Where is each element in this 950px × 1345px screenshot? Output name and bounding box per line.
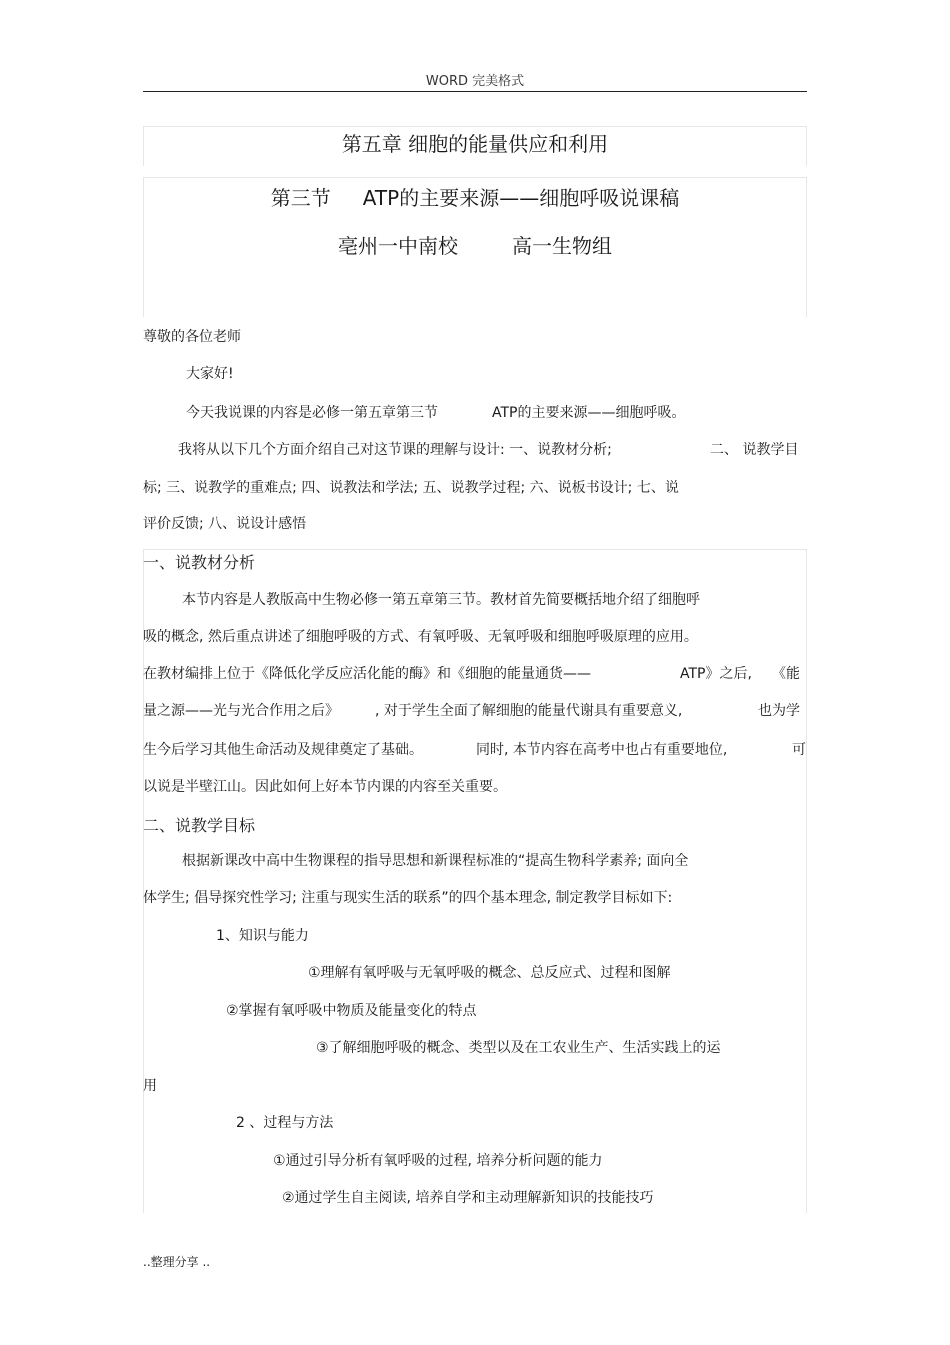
overview-line-2: 标; 三、说教学的重难点; 四、说教法和学法; 五、说教学过程; 六、说板书设计; 七、说 [143, 480, 679, 496]
sec2-line-1: 根据新课改中高中生物课程的指导思想和新课程标准的“提高生物科学素养; 面向全 [182, 853, 689, 869]
sec1-line-5b: 同时, 本节内容在高考中也占有重要地位, [476, 742, 728, 758]
overview-line-3: 评价反馈; 八、说设计感悟 [143, 516, 307, 532]
body-box-left [143, 549, 144, 1213]
sec1-line-4a: 量之源——光与光合作用之后》 [143, 703, 339, 719]
sec2-line-2: 体学生; 倡导探究性学习; 注重与现实生活的联系”的四个基本理念, 制定教学目标如下: [143, 890, 673, 906]
title-box-top [143, 126, 807, 127]
group-name: 高一生物组 [512, 234, 612, 258]
section1-heading: 一、说教材分析 [143, 553, 256, 572]
header-rule [143, 91, 807, 92]
sub-heading-knowledge: 1、知识与能力 [216, 928, 309, 944]
sec1-line-6: 以说是半壁江山。因此如何上好本节内课的内容至关重要。 [143, 779, 507, 795]
section2-heading: 二、说教学目标 [143, 816, 256, 835]
subtitle-box-top [143, 177, 807, 178]
page-header: WORD 完美格式 [425, 74, 525, 89]
section-name: ATP的主要来源——细胞呼吸说课稿 [362, 186, 680, 210]
author-line [0, 230, 950, 259]
knowledge-item-1: ①理解有氧呼吸与无氧呼吸的概念、总反应式、过程和图解 [308, 965, 671, 981]
process-item-2: ②通过学生自主阅读, 培养自学和主动理解新知识的技能技巧 [282, 1190, 654, 1206]
hello: 大家好! [186, 366, 234, 382]
overview-line-1b: 二、 说教学目 [710, 442, 799, 458]
sec1-line-4b: , 对于学生全面了解细胞的能量代谢具有重要意义, [375, 703, 683, 719]
knowledge-item-2: ②掌握有氧呼吸中物质及能量变化的特点 [226, 1003, 477, 1019]
sec1-line-5a: 生今后学习其他生命活动及规律奠定了基础。 [143, 742, 423, 758]
chapter-title: 第五章 细胞的能量供应和利用 [341, 132, 609, 156]
overview-line-1a: 我将从以下几个方面介绍自己对这节课的理解与设计: 一、说教材分析; [178, 442, 612, 458]
sec1-line-1: 本节内容是人教版高中生物必修一第五章第三节。教材首先简要概括地介绍了细胞呼 [182, 592, 700, 608]
school-name: 亳州一中南校 [338, 234, 458, 258]
sec1-line-2: 吸的概念, 然后重点讲述了细胞呼吸的方式、有氧呼吸、无氧呼吸和细胞呼吸原理的应用。 [143, 629, 698, 645]
sub-heading-process: 2 、过程与方法 [236, 1115, 334, 1131]
knowledge-item-3: ③了解细胞呼吸的概念、类型以及在工农业生产、生活实践上的运 [316, 1040, 721, 1056]
sec1-line-3b: ATP》之后, [680, 666, 752, 682]
section-title [0, 182, 950, 211]
section-number: 第三节 [270, 186, 331, 210]
today-part-a: 今天我说课的内容是必修一第五章第三节 [186, 405, 438, 421]
today-part-b: ATP的主要来源——细胞呼吸。 [492, 405, 686, 421]
sec1-line-3c: 《能 [772, 666, 800, 682]
sec1-line-4c: 也为学 [758, 703, 800, 719]
body-box-right [806, 549, 807, 1213]
page-footer: ..整理分享 .. [143, 1255, 211, 1269]
process-item-1: ①通过引导分析有氧呼吸的过程, 培养分析问题的能力 [273, 1153, 603, 1169]
greeting: 尊敬的各位老师 [143, 329, 241, 345]
knowledge-item-3-end: 用 [143, 1078, 157, 1094]
sec1-line-5c: 可 [792, 742, 806, 758]
sec1-line-3a: 在教材编排上位于《降低化学反应活化能的酶》和《细胞的能量通货—— [143, 666, 591, 682]
